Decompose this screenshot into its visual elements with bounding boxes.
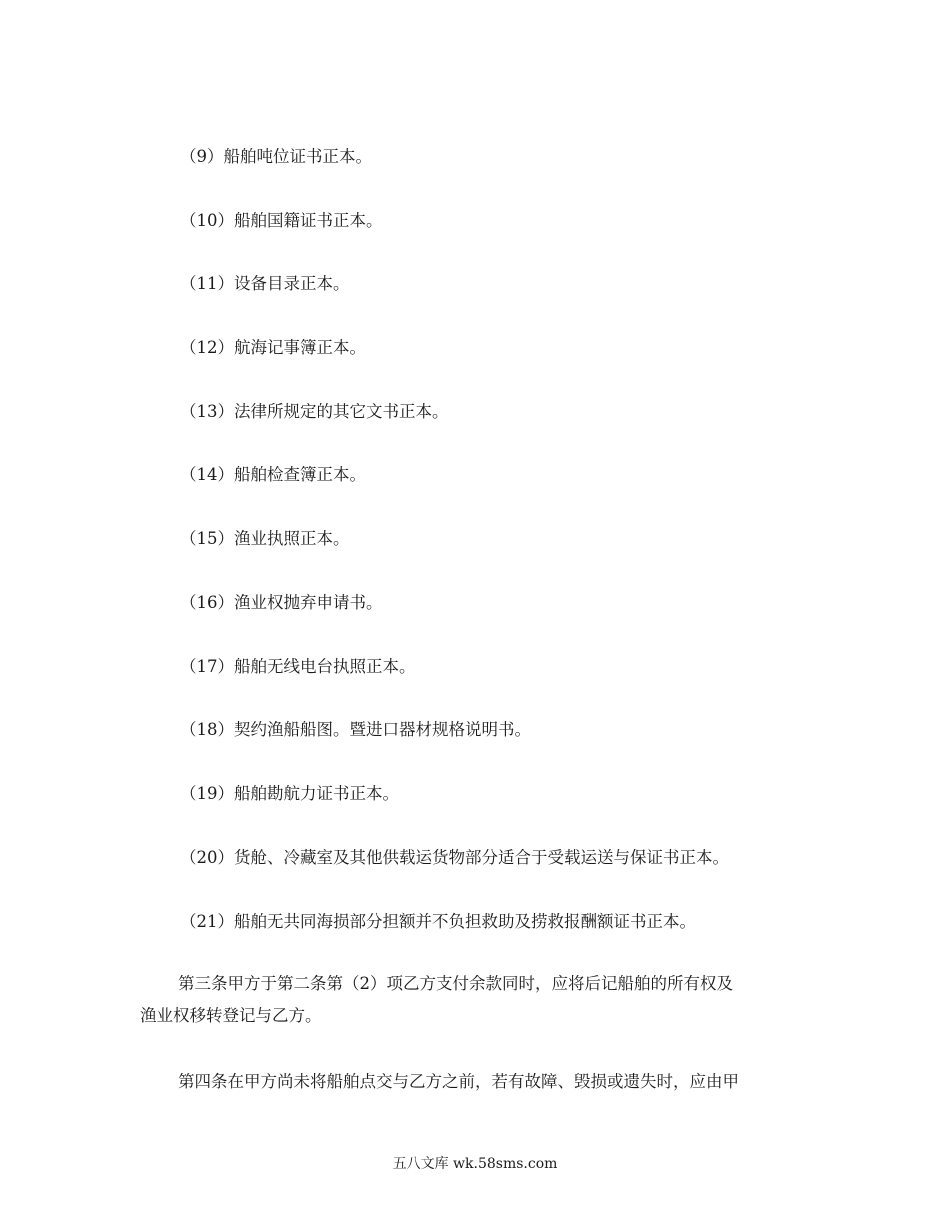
article-4-line-1: 第四条在甲方尚未将船舶点交与乙方之前，若有故障、毁损或遗失时，应由甲 [178,1072,739,1091]
list-item-11: （11）设备目录正本。 [180,274,350,293]
article-3-line-2: 渔业权移转登记与乙方。 [140,1006,322,1025]
list-item-9: （9）船舶吨位证书正本。 [180,147,372,166]
list-item-17: （17）船舶无线电台执照正本。 [180,657,416,676]
list-item-18: （18）契约渔船船图。暨进口器材规格说明书。 [180,720,531,739]
article-3-line-1: 第三条甲方于第二条第（2）项乙方支付余款同时，应将后记船舶的所有权及 [178,974,733,993]
list-item-21: （21）船舶无共同海损部分担额并不负担救助及捞救报酬额证书正本。 [180,912,696,931]
page-footer: 五八文库 wk.58sms.com [392,1156,558,1172]
article-3-paragraph [140,968,820,1032]
list-item-16: （16）渔业权抛弃申请书。 [180,593,383,612]
article-4-paragraph [140,1066,820,1098]
list-item-15: （15）渔业执照正本。 [180,529,350,548]
list-item-12: （12）航海记事簿正本。 [180,338,366,357]
list-item-20: （20）货舱、冷藏室及其他供载运货物部分适合于受载运送与保证书正本。 [180,848,729,867]
list-item-13: （13）法律所规定的其它文书正本。 [180,402,449,421]
list-item-10: （10）船舶国籍证书正本。 [180,211,383,230]
list-item-19: （19）船舶勘航力证书正本。 [180,784,399,803]
list-item-14: （14）船舶检查簿正本。 [180,465,366,484]
